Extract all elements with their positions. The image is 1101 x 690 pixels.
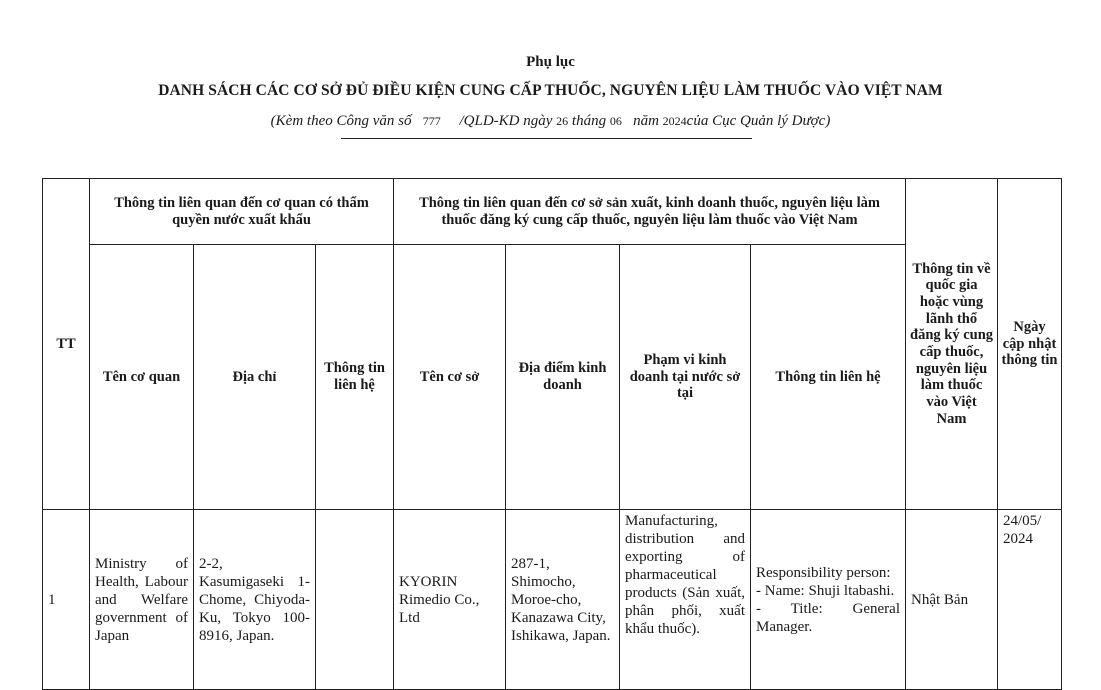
header-group-authority: Thông tin liên quan đến cơ quan có thẩm quyền nước xuất khẩu xyxy=(90,179,394,245)
contact-line: Responsibility person: xyxy=(756,564,891,581)
ref-day: 26 xyxy=(556,114,569,128)
ref-month-label: tháng xyxy=(571,113,607,129)
header-facility-contact: Thông tin liên hệ xyxy=(751,245,906,510)
ref-prefix: (Kèm theo Công văn số xyxy=(270,113,412,129)
cell-facility-name: KYORIN Rimedio Co., Ltd xyxy=(394,510,506,690)
header-business-location: Địa điểm kinh doanh xyxy=(506,245,620,510)
reference-underline xyxy=(341,138,752,139)
ref-code: /QLD-KD ngày xyxy=(459,113,553,129)
contact-line: - Title: General Manager. xyxy=(756,600,900,635)
document-title: DANH SÁCH CÁC CƠ SỞ ĐỦ ĐIỀU KIỆN CUNG CẤP THUỐC, NGUYÊN LIỆU LÀM THUỐC VÀO VIỆT NAM xyxy=(158,82,943,99)
cell-scope: Manufacturing, distribution and exporting of pharmaceutical products (Sản xuất, phân phối, xuất khẩu thuốc). xyxy=(620,510,751,690)
cell-contact xyxy=(316,510,394,690)
facility-table xyxy=(42,178,1062,690)
ref-suffix: của Cục Quản lý Dược) xyxy=(686,113,831,129)
cell-updated: 24/05/ 2024 xyxy=(998,510,1062,690)
header-country: Thông tin về quốc gia hoặc vùng lãnh thổ đăng ký cung cấp thuốc, nguyên liệu làm thuốc vào Việt Nam xyxy=(906,179,998,510)
cell-country: Nhật Bản xyxy=(906,510,998,690)
header-agency-name: Tên cơ quan xyxy=(90,245,194,510)
cell-agency-name: Ministry of Health, Labour and Welfare government of Japan xyxy=(90,510,194,690)
header-tt: TT xyxy=(43,179,90,510)
ref-year: 2024 xyxy=(662,114,687,128)
header-contact: Thông tin liên hệ xyxy=(316,245,394,510)
cell-address: 2-2, Kasumigaseki 1-Chome, Chiyoda-Ku, Tokyo 100-8916, Japan. xyxy=(194,510,316,690)
header-group-facility: Thông tin liên quan đến cơ sở sản xuất, kinh doanh thuốc, nguyên liệu làm thuốc đăng ký cung cấp thuốc, nguyên liệu làm thuốc vào Việt Nam xyxy=(394,179,906,245)
appendix-label: Phụ lục xyxy=(526,54,575,70)
header-facility-name: Tên cơ sở xyxy=(394,245,506,510)
contact-line: - Name: Shuji ltabashi. xyxy=(756,582,895,599)
header-scope: Phạm vi kinh doanh tại nước sở tại xyxy=(620,245,751,510)
ref-number: 777 xyxy=(422,114,441,128)
reference-line xyxy=(0,113,1101,130)
table-row xyxy=(43,510,1062,690)
cell-tt: 1 xyxy=(43,510,90,690)
header-address: Địa chỉ xyxy=(194,245,316,510)
header-updated: Ngày cập nhật thông tin xyxy=(998,179,1062,510)
ref-year-label: năm xyxy=(633,113,659,129)
ref-month: 06 xyxy=(609,114,622,128)
cell-facility-contact xyxy=(751,510,906,690)
cell-business-location: 287-1, Shimocho, Moroe-cho, Kanazawa City, Ishikawa, Japan. xyxy=(506,510,620,690)
